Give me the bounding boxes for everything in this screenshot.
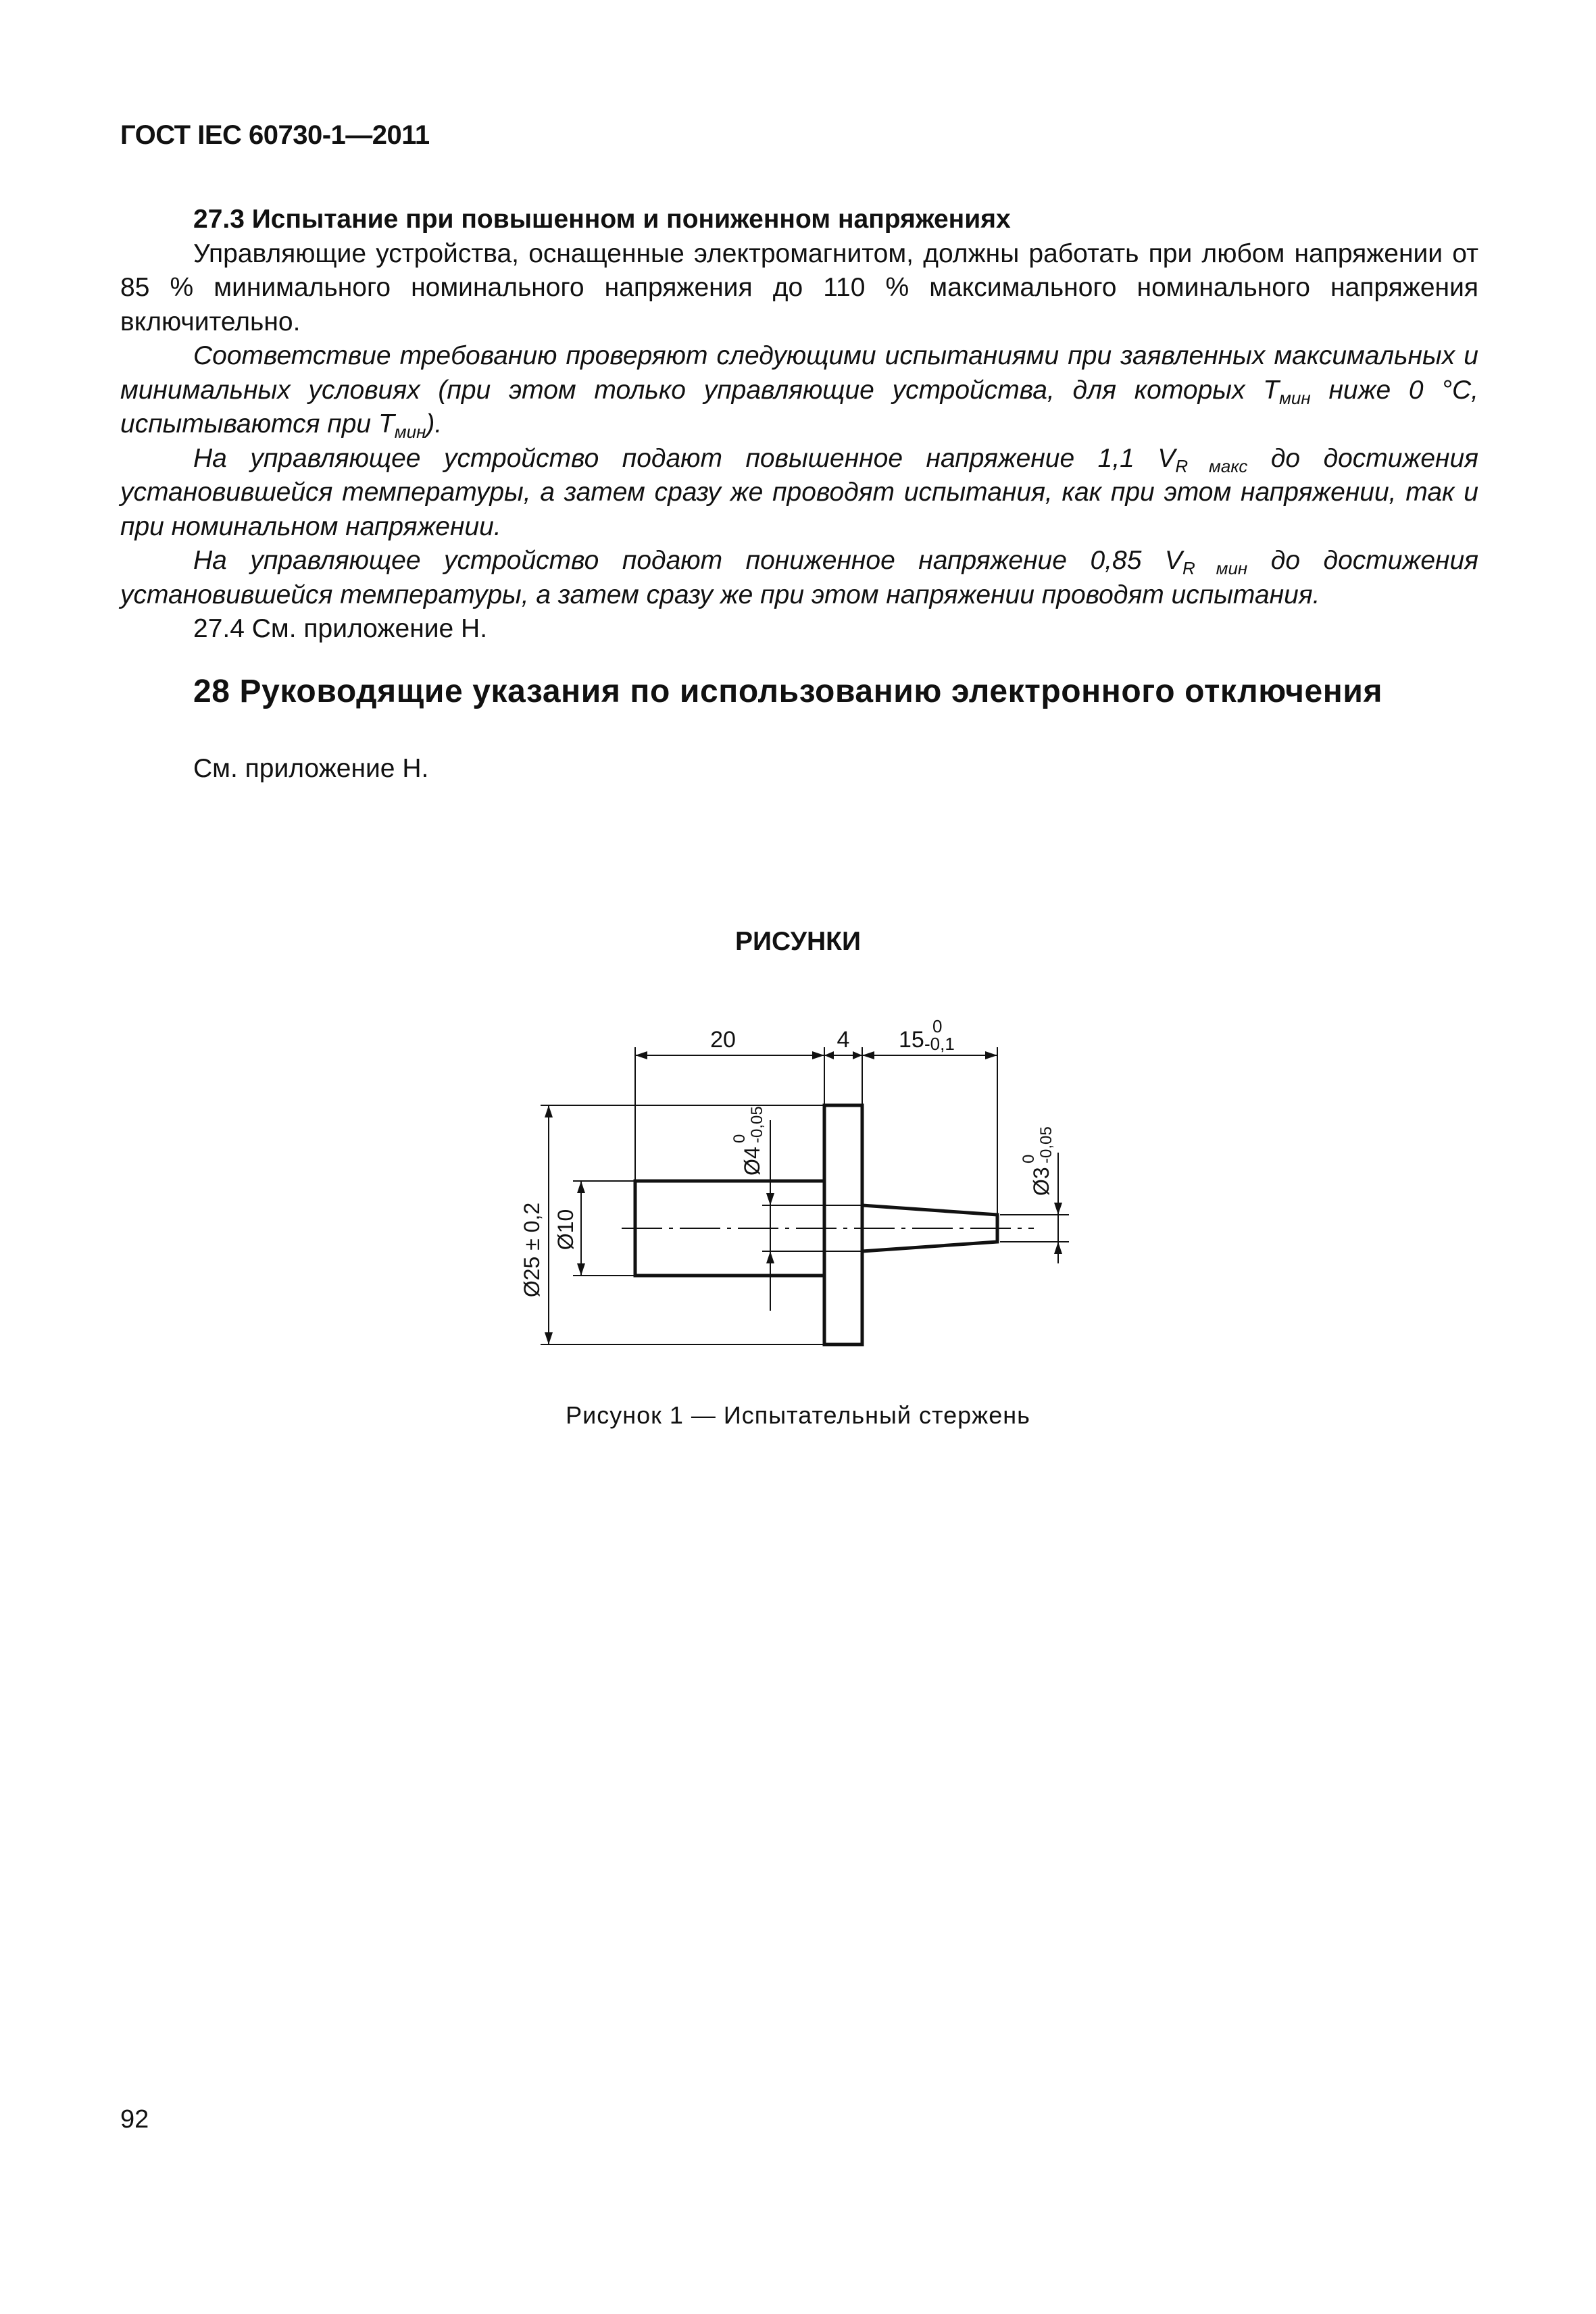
section-27-3-paragraph-1: Управляющие устройства, оснащенные электромагнитом, должны работать при любом напряжении от 85 % минимального номинального напряжения до 110 % максимального номинального напряжения включительно. (120, 238, 1478, 336)
section-27-3-paragraph-4: На управляющее устройство подают пониженное напряжение 0,85 $V_{R мин}$ до достижения установившейся температуры, а затем сразу же при этом напряжении проводят испытания. (120, 546, 1478, 609)
dimension-15-tol-lower: -0,1 (924, 1034, 955, 1054)
dimension-d3-tol-upper: 0 (1020, 1154, 1038, 1163)
dimension-4-label: 4 (837, 1027, 850, 1053)
rod-flange (824, 1105, 862, 1344)
page-number: 92 (120, 2105, 149, 2134)
figure-1-drawing (500, 993, 1095, 1375)
section-27-3-paragraph-2: Соответствие требованию проверяют следующими испытаниями при заявленных максимальных и минимальных условиях (при этом только управляющие устройства, для которых $T_{мин}$ ниже 0 °C, испытываются при $T_{мин}$). (120, 341, 1479, 442)
dimension-20-label: 20 (710, 1027, 736, 1053)
dimension-15-label: 15 (899, 1027, 924, 1053)
section-28-text: См. приложение H. (193, 754, 429, 783)
section-27-4: 27.4 См. приложение H. (193, 614, 488, 643)
dimension-d4-tol-upper: 0 (730, 1134, 749, 1143)
dimension-d4-label: Ø4 (740, 1147, 764, 1176)
dimension-d3-label: Ø3 (1029, 1167, 1053, 1196)
section-27-3-title: 27.3 Испытание при повышенном и пониженном напряжениях (193, 205, 1011, 234)
dimension-d10-label: Ø10 (553, 1209, 578, 1251)
section-28-title: 28 Руководящие указания по использованию электронного отключения (193, 674, 1383, 709)
figures-heading: РИСУНКИ (735, 927, 861, 956)
dimension-d3-tol-lower: -0,05 (1037, 1126, 1055, 1163)
section-27-3 (120, 203, 1478, 647)
dimension-d4-tol-lower: -0,05 (748, 1106, 766, 1143)
document-header: ГОСТ IEC 60730-1—2011 (120, 120, 430, 150)
dimension-15-tol-upper: 0 (932, 1016, 943, 1036)
dimension-d25-label: Ø25 ± 0,2 (520, 1202, 544, 1298)
figure-1-caption: Рисунок 1 — Испытательный стержень (566, 1401, 1030, 1429)
section-27-3-paragraph-3: На управляющее устройство подают повышенное напряжение 1,1 $V_{R макс}$ до достижения установившейся температуры, а затем сразу же проводят испытания, как при этом напряжении, так и при номинальном напряжении. (120, 443, 1478, 541)
test-rod-drawing (500, 993, 1095, 1372)
